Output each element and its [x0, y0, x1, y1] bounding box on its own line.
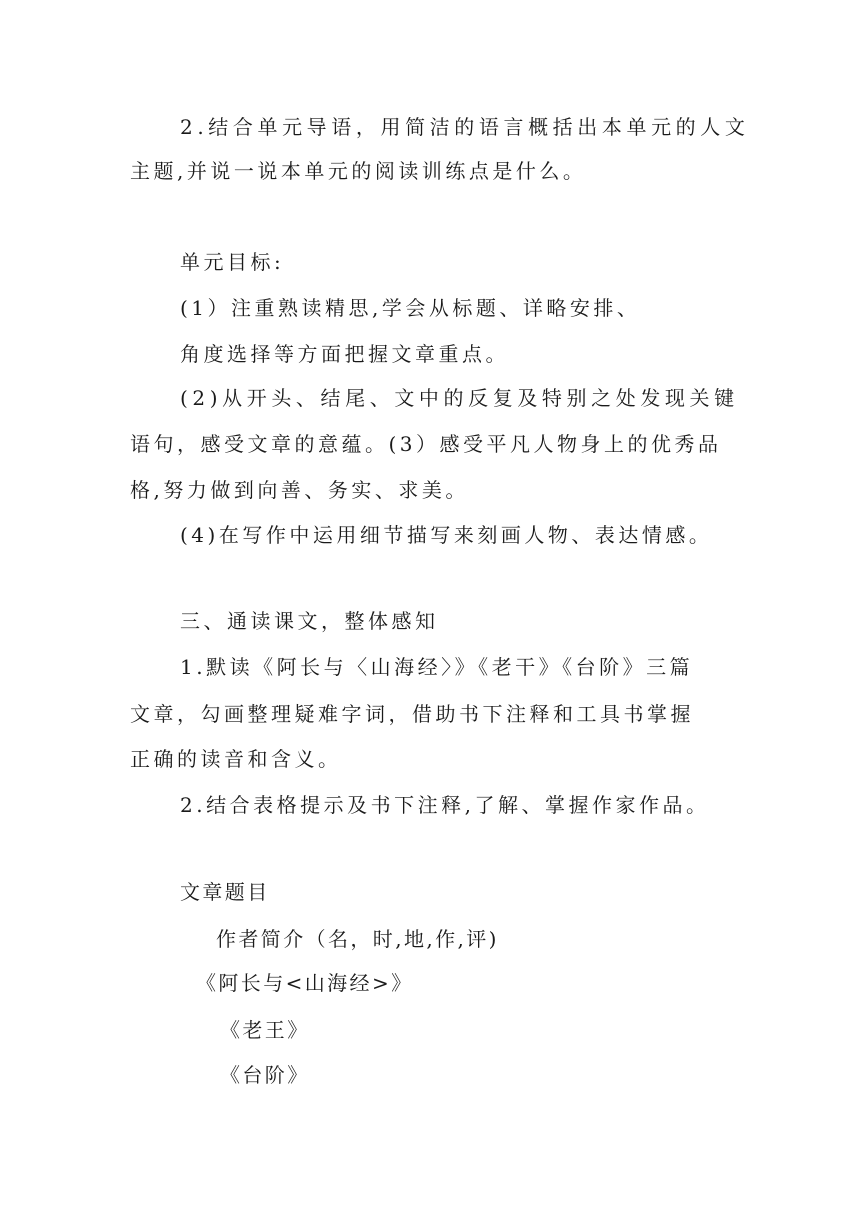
goal4-line1: (4)在写作中运用细节描写来刻画人物、表达情感。: [180, 523, 713, 547]
table-row-title: 《台阶》: [220, 1063, 310, 1087]
section2-item2-line1: 2.结合单元导语，用简洁的语言概括出本单元的人文: [180, 115, 750, 139]
table-header-author: 作者简介（名，时,地,作,评): [216, 927, 499, 951]
section2-item2-line2: 主题,并说一说本单元的阅读训练点是什么。: [130, 159, 587, 183]
table-row-title: 《阿长与<山海经>》: [196, 971, 414, 995]
goal1-line2: 角度选择等方面把握文章重点。: [180, 342, 509, 366]
section3-item1-line1: 1.默读《阿长与〈山海经〉》《老干》《台阶》三篇: [180, 655, 694, 679]
goal3-line3: 格,努力做到向善、务实、求美。: [130, 478, 469, 502]
section3-item1-line3: 正确的读音和含义。: [130, 747, 342, 771]
section3-item2-line1: 2.结合表格提示及书下注释,了解、掌握作家作品。: [180, 793, 710, 817]
goal2-line1: (2)从开头、结尾、文中的反复及特别之处发现关键: [180, 386, 739, 410]
unit-goals-heading: 单元目标:: [180, 250, 285, 274]
goal1-line1: (1）注重熟读精思,学会从标题、详略安排、: [180, 296, 641, 320]
table-row-title: 《老王》: [220, 1018, 310, 1042]
goal2-line2: 语句，感受文章的意蕴。(3）感受平凡人物身上的优秀品: [130, 432, 722, 456]
section3-item1-line2: 文章，勾画整理疑难字词，借助书下注释和工具书掌握: [130, 702, 694, 726]
table-header-title: 文章题目: [180, 880, 270, 904]
section3-heading: 三、通读课文，整体感知: [180, 609, 439, 633]
